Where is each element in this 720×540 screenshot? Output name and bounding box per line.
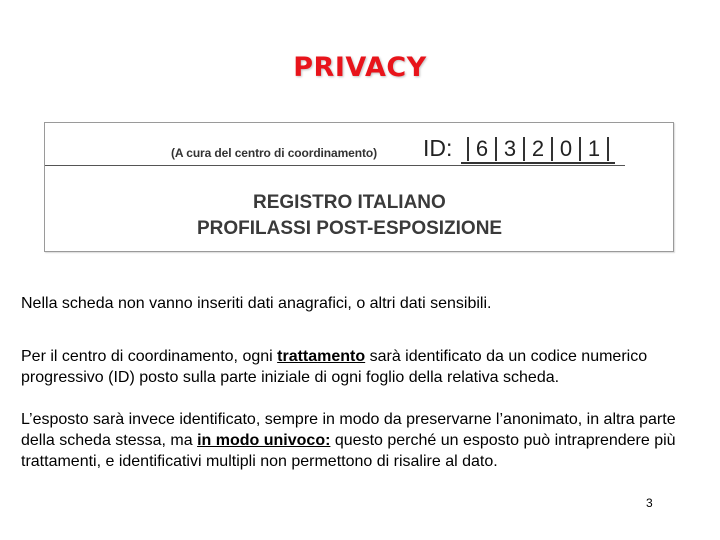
id-digit: 3 — [503, 136, 517, 161]
coordination-note: (A cura del centro di coordinamento) — [171, 146, 377, 160]
digit-separator — [579, 137, 581, 161]
id-digit: 1 — [587, 136, 601, 161]
registry-line-2: PROFILASSI POST-ESPOSIZIONE — [197, 218, 503, 239]
paragraph-treatment-id — [21, 346, 699, 388]
emphasis-univoco: in modo univoco: — [197, 432, 331, 449]
id-digit: 0 — [559, 136, 573, 161]
paragraph-text: L’esposto sarà invece identificato, sempre in modo da preservarne l’anonimato, in altra parte della scheda stessa, ma — [21, 411, 676, 449]
paragraph-sensitive-data: Nella scheda non vanno inseriti dati anagrafici, o altri dati sensibili. — [21, 295, 492, 312]
digit-separator — [523, 137, 525, 161]
emphasis-trattamento: trattamento — [277, 348, 366, 365]
id-label: ID: — [423, 135, 453, 161]
paragraph-text: sarà identificato da un codice numerico progressivo (ID) posto sulla parte iniziale di ogni foglio della relativa scheda. — [21, 348, 648, 386]
registry-form-image — [44, 122, 674, 252]
digit-separator — [607, 137, 609, 161]
paragraph-text: Per il centro di coordinamento, ogni — [21, 348, 278, 365]
slide-title: PRIVACY — [293, 52, 427, 83]
form-divider — [45, 165, 625, 166]
paragraph-exposed-id — [21, 409, 701, 472]
digit-separator — [467, 137, 469, 161]
paragraph-text: questo perché un esposto può intraprendere più trattamenti, e identificativi multipli non permettono di risalire al dato. — [21, 432, 676, 470]
page-number: 3 — [646, 496, 653, 510]
registry-heading — [197, 190, 502, 242]
registry-line-1: REGISTRO ITALIANO — [253, 192, 446, 213]
digit-separator — [551, 137, 553, 161]
id-digit: 2 — [531, 136, 545, 161]
id-code-field — [461, 134, 615, 164]
id-digit: 6 — [475, 136, 489, 161]
digit-separator — [495, 137, 497, 161]
